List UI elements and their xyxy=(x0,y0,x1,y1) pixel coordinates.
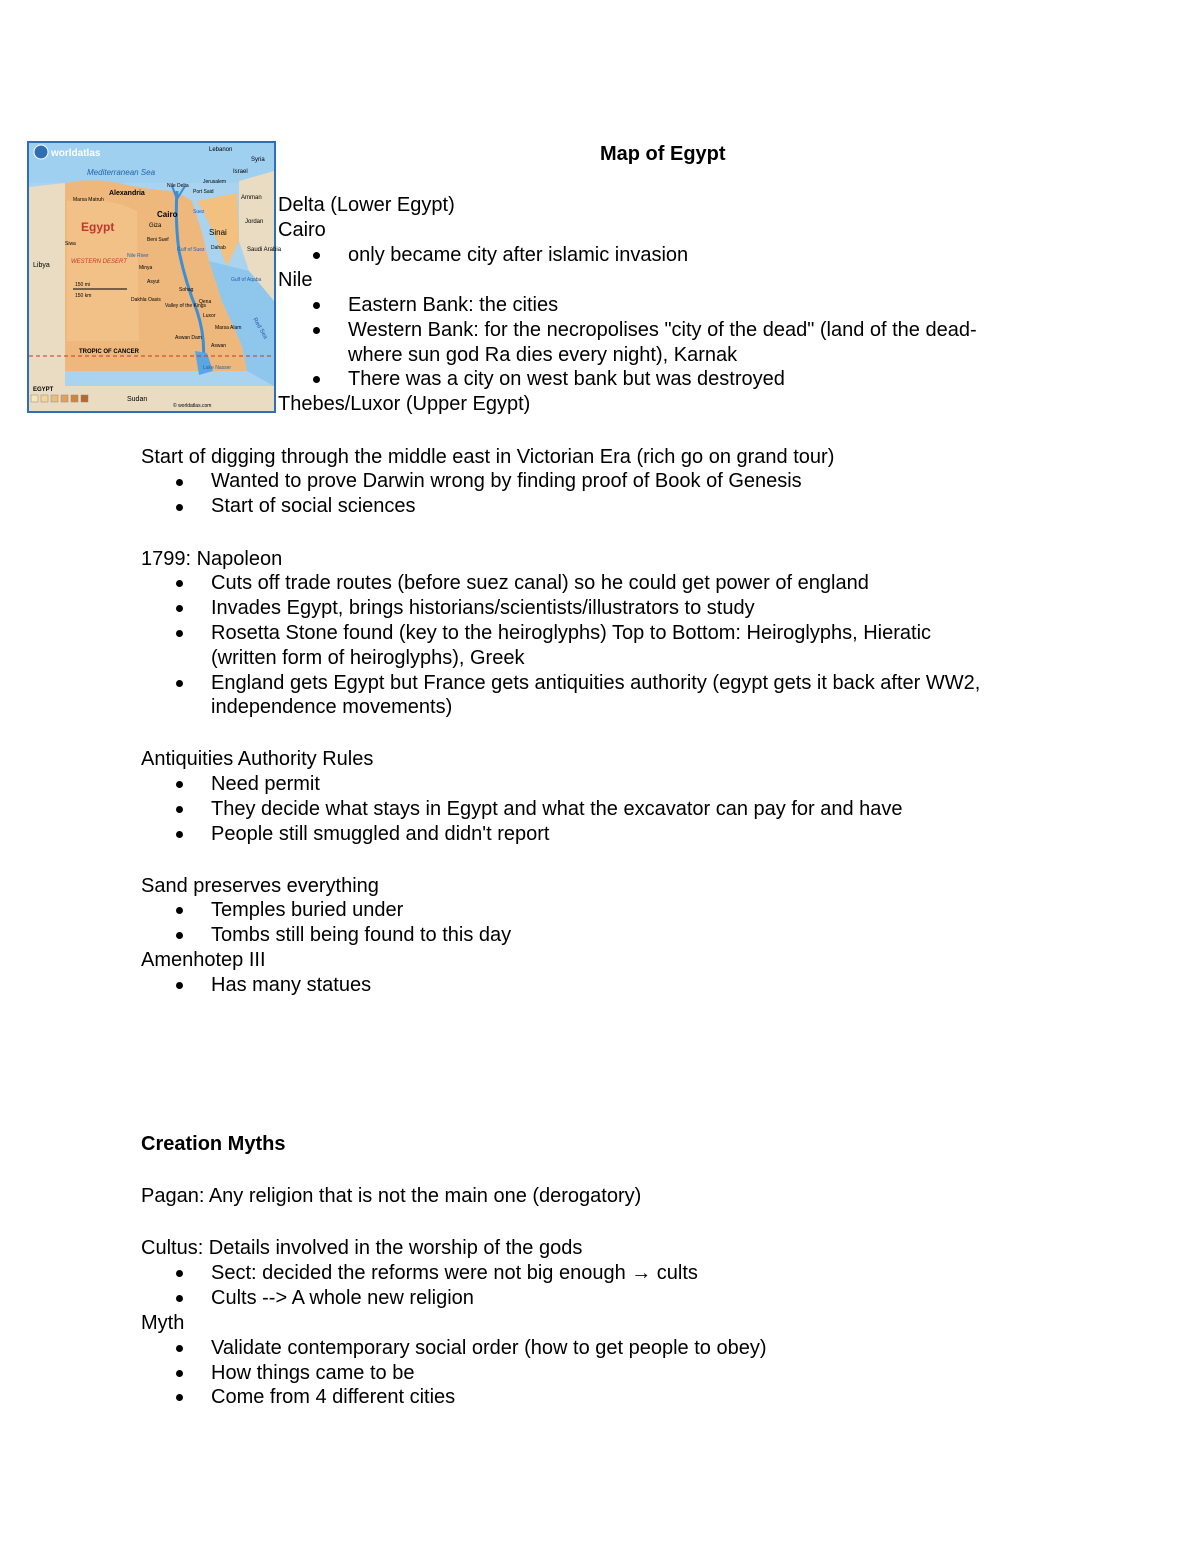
map-label-jerusalem: Jerusalem xyxy=(203,179,227,185)
nile-bullet: Eastern Bank: the cities xyxy=(348,294,559,316)
cultus-definition: Cultus: Details involved in the worship of the gods xyxy=(141,1237,583,1259)
digging-heading: Start of digging through the middle east in Victorian Era (rich go on grand tour) xyxy=(141,446,835,468)
map-label-dahab: Dahab xyxy=(211,245,226,251)
bullet xyxy=(176,1394,183,1401)
map-label-aswan: Aswan xyxy=(211,343,227,349)
map-scale-km: 150 km xyxy=(75,293,92,299)
sand-bullet: Tombs still being found to this day xyxy=(211,924,512,946)
map-label-giza: Giza xyxy=(149,223,162,229)
map-label-sudan: Sudan xyxy=(127,396,148,403)
map-brand: worldatlas xyxy=(51,148,101,159)
bullet xyxy=(176,781,183,788)
nile-bullet: There was a city on west bank but was destroyed xyxy=(348,368,785,390)
map-label-jordan: Jordan xyxy=(245,219,264,225)
map-label-delta: Nile Delta xyxy=(167,183,189,189)
cairo-heading: Cairo xyxy=(278,219,326,241)
bullet xyxy=(313,302,320,309)
thebes-heading: Thebes/Luxor (Upper Egypt) xyxy=(278,393,531,415)
bullet xyxy=(176,932,183,939)
map-legend-title: EGYPT xyxy=(33,387,54,393)
napoleon-bullet: England gets Egypt but France gets antiquities authority (egypt gets it back after WW2, xyxy=(211,672,981,694)
amenhotep-heading: Amenhotep III xyxy=(141,949,266,971)
map-scale-mi: 150 mi xyxy=(75,282,91,288)
map-label-red-sea: Red Sea xyxy=(251,317,269,341)
bullet xyxy=(176,1345,183,1352)
map-label-sohag: Sohag xyxy=(179,287,194,293)
map-label-alexandria: Alexandria xyxy=(109,190,145,197)
map-label-marsa-alam: Marsa Alam xyxy=(215,325,242,331)
nile-bullet-continuation: where sun god Ra dies every night), Karnak xyxy=(348,344,738,366)
napoleon-bullet-continuation: independence movements) xyxy=(211,696,453,718)
bullet xyxy=(176,982,183,989)
map-label-amman: Amman xyxy=(241,195,262,201)
pagan-definition: Pagan: Any religion that is not the main one (derogatory) xyxy=(141,1185,642,1207)
map-label-suez: Suez xyxy=(193,209,205,215)
cultus-bullet: Cults --> A whole new religion xyxy=(211,1287,474,1309)
nile-bullet: Western Bank: for the necropolises "city of the dead" (land of the dead- xyxy=(348,319,977,341)
sand-heading: Sand preserves everything xyxy=(141,875,379,897)
map-credit: © worldatlas.com xyxy=(173,403,212,409)
antiquities-bullet: They decide what stays in Egypt and what the excavator can pay for and have xyxy=(211,798,903,820)
bullet xyxy=(176,504,183,511)
cultus-bullet: Sect: decided the reforms were not big enough → cults xyxy=(211,1262,698,1284)
bullet xyxy=(313,376,320,383)
antiquities-heading: Antiquities Authority Rules xyxy=(141,748,374,770)
map-label-desert: WESTERN DESERT xyxy=(71,259,127,265)
page-title: Map of Egypt xyxy=(600,143,726,165)
bullet xyxy=(176,907,183,914)
bullet xyxy=(176,605,183,612)
map-label-gulf-aqaba: Gulf of Aqaba xyxy=(231,277,262,283)
map-label-luxor: Luxor xyxy=(203,313,216,319)
bullet xyxy=(176,580,183,587)
map-label-tropic: TROPIC OF CANCER xyxy=(79,349,139,355)
map-label-valley: Valley of the Kings xyxy=(165,303,207,309)
napoleon-bullet: Cuts off trade routes (before suez canal) so he could get power of england xyxy=(211,572,869,594)
sand-bullet: Temples buried under xyxy=(211,899,404,921)
digging-bullet: Wanted to prove Darwin wrong by finding proof of Book of Genesis xyxy=(211,470,802,492)
map-label-libya: Libya xyxy=(33,262,50,269)
creation-myths-title: Creation Myths xyxy=(141,1133,286,1155)
amenhotep-bullet: Has many statues xyxy=(211,974,372,996)
myth-heading: Myth xyxy=(141,1312,185,1334)
map-label-israel: Israel xyxy=(233,169,248,175)
delta-heading: Delta (Lower Egypt) xyxy=(278,194,455,216)
map-label-sinai: Sinai xyxy=(209,228,227,237)
bullet xyxy=(176,806,183,813)
map-label-qena: Qena xyxy=(199,299,212,305)
digging-bullet: Start of social sciences xyxy=(211,495,416,517)
map-label-dakhla: Dakhla Oasis xyxy=(131,297,161,303)
bullet xyxy=(313,252,320,259)
map-label-minya: Minya xyxy=(139,265,153,271)
map-label-mediterranean: Mediterranean Sea xyxy=(87,168,156,177)
map-label-matruh: Marsa Matruh xyxy=(73,197,104,203)
antiquities-bullet: People still smuggled and didn't report xyxy=(211,823,550,845)
myth-bullet: Validate contemporary social order (how to get people to obey) xyxy=(211,1337,767,1359)
map-label-saudi: Saudi Arabia xyxy=(247,247,282,253)
cairo-bullet: only became city after islamic invasion xyxy=(348,244,689,266)
egypt-map-image xyxy=(27,141,282,413)
map-label-asyut: Asyut xyxy=(147,279,160,285)
map-label-gulf-suez: Gulf of Suez xyxy=(177,247,205,253)
map-label-lake-nasser: Lake Nasser xyxy=(203,365,232,371)
map-label-port-said: Port Said xyxy=(193,189,214,195)
map-label-syria: Syria xyxy=(251,157,265,163)
bullet xyxy=(176,1295,183,1302)
napoleon-bullet: Invades Egypt, brings historians/scientists/illustrators to study xyxy=(211,597,755,619)
map-label-egypt: Egypt xyxy=(81,220,115,234)
map-label-lebanon: Lebanon xyxy=(209,147,233,153)
bullet xyxy=(176,831,183,838)
bullet xyxy=(176,479,183,486)
myth-bullet: Come from 4 different cities xyxy=(211,1386,456,1408)
bullet xyxy=(313,327,320,334)
map-label-aswan-dam: Aswan Dam xyxy=(175,335,202,341)
map-label-nile: Nile River xyxy=(127,253,149,259)
napoleon-bullet: Rosetta Stone found (key to the heiroglyphs) Top to Bottom: Heiroglyphs, Hieratic xyxy=(211,622,932,644)
bullet xyxy=(176,1270,183,1277)
map-label-siwa: Siwa xyxy=(65,241,76,247)
map-label-beni-suef: Beni Suef xyxy=(147,237,169,243)
nile-heading: Nile xyxy=(278,269,313,291)
map-label-cairo: Cairo xyxy=(157,210,178,219)
napoleon-bullet-continuation: (written form of heiroglyphs), Greek xyxy=(211,647,525,669)
myth-bullet: How things came to be xyxy=(211,1362,415,1384)
bullet xyxy=(176,630,183,637)
bullet xyxy=(176,1370,183,1377)
antiquities-bullet: Need permit xyxy=(211,773,320,795)
napoleon-heading: 1799: Napoleon xyxy=(141,548,283,570)
bullet xyxy=(176,680,183,687)
